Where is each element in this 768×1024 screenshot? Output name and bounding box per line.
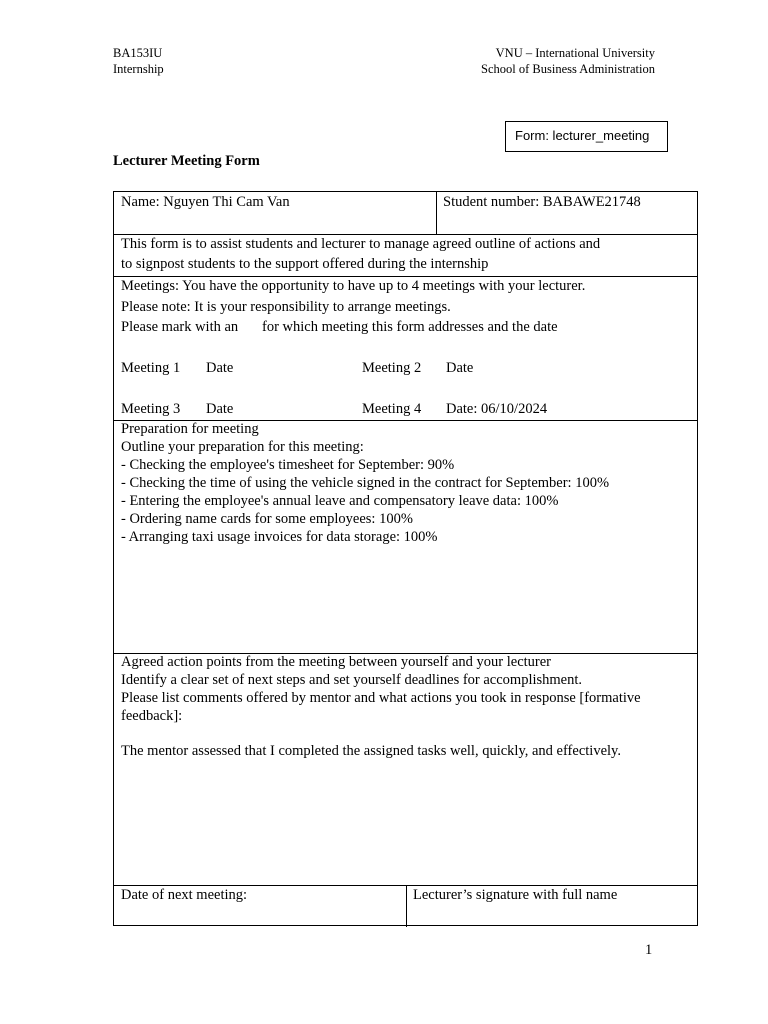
form-label-box: Form: lecturer_meeting	[505, 121, 668, 152]
preparation-item[interactable]: - Checking the employee's timesheet for September: 90%	[121, 457, 455, 473]
meeting-2-date[interactable]: Date	[446, 360, 474, 376]
meetings-line-1: Meetings: You have the opportunity to have up to 4 meetings with your lecturer.	[121, 278, 586, 294]
intro-line-1: This form is to assist students and lecturer to manage agreed outline of actions and	[121, 236, 601, 252]
agreed-line-4: feedback]:	[121, 708, 183, 724]
meeting-4-date[interactable]: Date: 06/10/2024	[446, 401, 548, 417]
meeting-2-label[interactable]: Meeting 2	[362, 360, 422, 376]
preparation-item[interactable]: - Entering the employee's annual leave and compensatory leave data: 100%	[121, 493, 559, 509]
course-name: Internship	[113, 62, 164, 76]
lecturer-signature-field[interactable]: Lecturer’s signature with full name	[413, 887, 618, 903]
meeting-1-date[interactable]: Date	[206, 360, 234, 376]
meetings-line-3b: for which meeting this form addresses and the date	[262, 319, 558, 335]
university-header	[440, 45, 655, 77]
course-header	[113, 45, 164, 77]
next-meeting-date-field[interactable]: Date of next meeting:	[121, 887, 248, 903]
preparation-item[interactable]: - Checking the time of using the vehicle signed in the contract for September: 100%	[121, 475, 610, 491]
preparation-subheading: Outline your preparation for this meeting:	[121, 439, 364, 455]
meeting-4-label[interactable]: Meeting 4	[362, 401, 422, 417]
student-name-field[interactable]: Name: Nguyen Thi Cam Van	[121, 194, 290, 210]
column-divider	[406, 885, 407, 927]
preparation-item[interactable]: - Ordering name cards for some employees: 100%	[121, 511, 413, 527]
meetings-line-2: Please note: It is your responsibility to arrange meetings.	[121, 299, 451, 315]
course-code: BA153IU	[113, 46, 163, 60]
meetings-line-3a: Please mark with an	[121, 319, 239, 335]
mentor-comment[interactable]: The mentor assessed that I completed the assigned tasks well, quickly, and effectively.	[121, 743, 621, 759]
agreed-line-1: Agreed action points from the meeting between yourself and your lecturer	[121, 654, 552, 670]
agreed-line-2: Identify a clear set of next steps and set yourself deadlines for accomplishment.	[121, 672, 583, 688]
preparation-item[interactable]: - Arranging taxi usage invoices for data storage: 100%	[121, 529, 438, 545]
page-number: 1	[645, 942, 653, 958]
student-number-field[interactable]: Student number: BABAWE21748	[443, 194, 641, 210]
preparation-heading: Preparation for meeting	[121, 421, 259, 437]
column-divider	[436, 192, 437, 234]
intro-line-2: to signpost students to the support offered during the internship	[121, 256, 489, 272]
meeting-3-date[interactable]: Date	[206, 401, 234, 417]
meeting-3-label[interactable]: Meeting 3	[121, 401, 181, 417]
agreed-line-3: Please list comments offered by mentor and what actions you took in response [formative	[121, 690, 641, 706]
meeting-1-label[interactable]: Meeting 1	[121, 360, 181, 376]
school-name: School of Business Administration	[481, 62, 655, 76]
meeting-form-table	[113, 191, 698, 926]
university-name: VNU – International University	[495, 46, 655, 60]
page-title: Lecturer Meeting Form	[113, 153, 260, 169]
